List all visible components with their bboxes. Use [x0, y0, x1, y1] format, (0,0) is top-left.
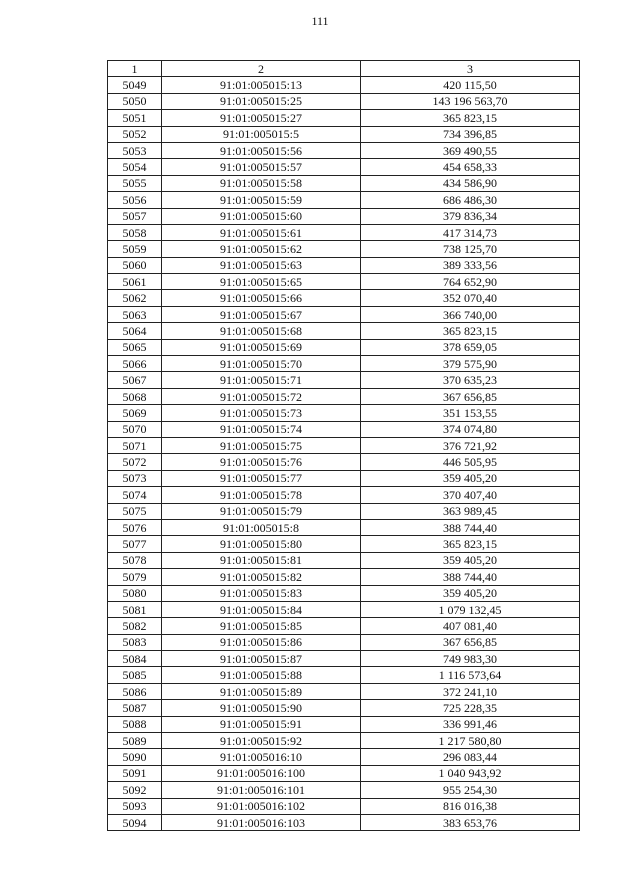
table-row — [108, 651, 580, 667]
cadastral-number-cell: 91:01:005015:61 — [162, 224, 361, 240]
table-row — [108, 405, 580, 421]
table-row — [108, 290, 580, 306]
row-number-cell: 5055 — [108, 175, 162, 191]
row-number-cell: 5074 — [108, 487, 162, 503]
value-cell: 446 505,95 — [361, 454, 580, 470]
cadastral-number-cell: 91:01:005015:82 — [162, 569, 361, 585]
cadastral-number-cell: 91:01:005015:62 — [162, 241, 361, 257]
table-row — [108, 356, 580, 372]
row-number-cell: 5063 — [108, 306, 162, 322]
cadastral-number-cell: 91:01:005015:77 — [162, 470, 361, 486]
row-number-cell: 5077 — [108, 536, 162, 552]
table-row — [108, 569, 580, 585]
cadastral-number-cell: 91:01:005015:80 — [162, 536, 361, 552]
table-row — [108, 437, 580, 453]
value-cell: 388 744,40 — [361, 569, 580, 585]
row-number-cell: 5078 — [108, 552, 162, 568]
table-row — [108, 93, 580, 109]
row-number-cell: 5081 — [108, 601, 162, 617]
value-cell: 367 656,85 — [361, 634, 580, 650]
column-header: 3 — [361, 61, 580, 77]
table-row — [108, 388, 580, 404]
cadastral-number-cell: 91:01:005015:91 — [162, 716, 361, 732]
table-row — [108, 634, 580, 650]
value-cell: 1 116 573,64 — [361, 667, 580, 683]
table-row — [108, 519, 580, 535]
value-cell: 434 586,90 — [361, 175, 580, 191]
page-number: 111 — [311, 14, 329, 28]
cadastral-number-cell: 91:01:005015:92 — [162, 733, 361, 749]
table-row — [108, 552, 580, 568]
row-number-cell: 5064 — [108, 323, 162, 339]
row-number-cell: 5075 — [108, 503, 162, 519]
row-number-cell: 5093 — [108, 798, 162, 814]
row-number-cell: 5083 — [108, 634, 162, 650]
value-cell: 734 396,85 — [361, 126, 580, 142]
row-number-cell: 5058 — [108, 224, 162, 240]
cadastral-number-cell: 91:01:005015:66 — [162, 290, 361, 306]
value-cell: 359 405,20 — [361, 585, 580, 601]
value-cell: 372 241,10 — [361, 683, 580, 699]
table-row — [108, 683, 580, 699]
table-row — [108, 667, 580, 683]
table-row — [108, 339, 580, 355]
row-number-cell: 5052 — [108, 126, 162, 142]
row-number-cell: 5076 — [108, 519, 162, 535]
value-cell: 367 656,85 — [361, 388, 580, 404]
table-row — [108, 765, 580, 781]
table-row — [108, 110, 580, 126]
cadastral-number-cell: 91:01:005015:13 — [162, 77, 361, 93]
table-row — [108, 782, 580, 798]
cadastral-number-cell: 91:01:005015:90 — [162, 700, 361, 716]
table-row — [108, 306, 580, 322]
value-cell: 738 125,70 — [361, 241, 580, 257]
table-row — [108, 323, 580, 339]
cadastral-number-cell: 91:01:005015:86 — [162, 634, 361, 650]
table-row — [108, 536, 580, 552]
row-number-cell: 5056 — [108, 192, 162, 208]
table-row — [108, 454, 580, 470]
row-number-cell: 5082 — [108, 618, 162, 634]
cadastral-number-cell: 91:01:005015:81 — [162, 552, 361, 568]
row-number-cell: 5084 — [108, 651, 162, 667]
table-row — [108, 241, 580, 257]
table-row — [108, 733, 580, 749]
value-cell: 365 823,15 — [361, 110, 580, 126]
table-row — [108, 814, 580, 830]
cadastral-number-cell: 91:01:005015:27 — [162, 110, 361, 126]
table-row — [108, 208, 580, 224]
value-cell: 363 989,45 — [361, 503, 580, 519]
row-number-cell: 5066 — [108, 356, 162, 372]
row-number-cell: 5057 — [108, 208, 162, 224]
value-cell: 379 836,34 — [361, 208, 580, 224]
table-row — [108, 175, 580, 191]
value-cell: 369 490,55 — [361, 142, 580, 158]
cadastral-number-cell: 91:01:005015:60 — [162, 208, 361, 224]
value-cell: 365 823,15 — [361, 536, 580, 552]
row-number-cell: 5085 — [108, 667, 162, 683]
cadastral-number-cell: 91:01:005016:100 — [162, 765, 361, 781]
value-cell: 725 228,35 — [361, 700, 580, 716]
row-number-cell: 5091 — [108, 765, 162, 781]
row-number-cell: 5089 — [108, 733, 162, 749]
row-number-cell: 5079 — [108, 569, 162, 585]
row-number-cell: 5051 — [108, 110, 162, 126]
table-header-row — [108, 61, 580, 77]
cadastral-number-cell: 91:01:005016:101 — [162, 782, 361, 798]
table-row — [108, 700, 580, 716]
table-row — [108, 77, 580, 93]
value-cell: 370 635,23 — [361, 372, 580, 388]
row-number-cell: 5054 — [108, 159, 162, 175]
value-cell: 379 575,90 — [361, 356, 580, 372]
value-cell: 389 333,56 — [361, 257, 580, 273]
column-header: 1 — [108, 61, 162, 77]
cadastral-number-cell: 91:01:005015:57 — [162, 159, 361, 175]
value-cell: 686 486,30 — [361, 192, 580, 208]
value-cell: 366 740,00 — [361, 306, 580, 322]
row-number-cell: 5060 — [108, 257, 162, 273]
value-cell: 454 658,33 — [361, 159, 580, 175]
row-number-cell: 5067 — [108, 372, 162, 388]
row-number-cell: 5070 — [108, 421, 162, 437]
row-number-cell: 5049 — [108, 77, 162, 93]
table-row — [108, 601, 580, 617]
value-cell: 378 659,05 — [361, 339, 580, 355]
table-row — [108, 257, 580, 273]
value-cell: 816 016,38 — [361, 798, 580, 814]
row-number-cell: 5061 — [108, 274, 162, 290]
value-cell: 1 040 943,92 — [361, 765, 580, 781]
table-row — [108, 192, 580, 208]
row-number-cell: 5086 — [108, 683, 162, 699]
value-cell: 955 254,30 — [361, 782, 580, 798]
row-number-cell: 5072 — [108, 454, 162, 470]
table-row — [108, 274, 580, 290]
cadastral-number-cell: 91:01:005015:74 — [162, 421, 361, 437]
cadastral-number-cell: 91:01:005015:70 — [162, 356, 361, 372]
cadastral-number-cell: 91:01:005015:5 — [162, 126, 361, 142]
cadastral-number-cell: 91:01:005015:75 — [162, 437, 361, 453]
row-number-cell: 5062 — [108, 290, 162, 306]
row-number-cell: 5053 — [108, 142, 162, 158]
cadastral-number-cell: 91:01:005015:25 — [162, 93, 361, 109]
table-row — [108, 372, 580, 388]
value-cell: 376 721,92 — [361, 437, 580, 453]
table-row — [108, 421, 580, 437]
value-cell: 749 983,30 — [361, 651, 580, 667]
row-number-cell: 5068 — [108, 388, 162, 404]
cadastral-number-cell: 91:01:005015:87 — [162, 651, 361, 667]
cadastral-number-cell: 91:01:005015:67 — [162, 306, 361, 322]
value-cell: 764 652,90 — [361, 274, 580, 290]
value-cell: 359 405,20 — [361, 552, 580, 568]
cadastral-number-cell: 91:01:005015:71 — [162, 372, 361, 388]
value-cell: 417 314,73 — [361, 224, 580, 240]
cadastral-number-cell: 91:01:005015:58 — [162, 175, 361, 191]
cadastral-number-cell: 91:01:005015:65 — [162, 274, 361, 290]
cadastral-number-cell: 91:01:005015:73 — [162, 405, 361, 421]
table-row — [108, 798, 580, 814]
column-header: 2 — [162, 61, 361, 77]
row-number-cell: 5069 — [108, 405, 162, 421]
cadastral-number-cell: 91:01:005015:85 — [162, 618, 361, 634]
cadastral-number-cell: 91:01:005015:8 — [162, 519, 361, 535]
table-row — [108, 224, 580, 240]
value-cell: 383 653,76 — [361, 814, 580, 830]
data-table — [107, 60, 580, 831]
value-cell: 336 991,46 — [361, 716, 580, 732]
cadastral-number-cell: 91:01:005015:76 — [162, 454, 361, 470]
value-cell: 365 823,15 — [361, 323, 580, 339]
cadastral-number-cell: 91:01:005016:102 — [162, 798, 361, 814]
table-row — [108, 585, 580, 601]
value-cell: 1 217 580,80 — [361, 733, 580, 749]
value-cell: 420 115,50 — [361, 77, 580, 93]
table-row — [108, 716, 580, 732]
value-cell: 296 083,44 — [361, 749, 580, 765]
cadastral-number-cell: 91:01:005015:79 — [162, 503, 361, 519]
row-number-cell: 5065 — [108, 339, 162, 355]
cadastral-number-cell: 91:01:005015:63 — [162, 257, 361, 273]
table-row — [108, 470, 580, 486]
value-cell: 370 407,40 — [361, 487, 580, 503]
cadastral-number-cell: 91:01:005015:78 — [162, 487, 361, 503]
row-number-cell: 5080 — [108, 585, 162, 601]
value-cell: 374 074,80 — [361, 421, 580, 437]
table-row — [108, 749, 580, 765]
cadastral-number-cell: 91:01:005015:83 — [162, 585, 361, 601]
table-row — [108, 618, 580, 634]
cadastral-number-cell: 91:01:005015:69 — [162, 339, 361, 355]
table-row — [108, 503, 580, 519]
cadastral-number-cell: 91:01:005016:103 — [162, 814, 361, 830]
table-row — [108, 487, 580, 503]
cadastral-number-cell: 91:01:005015:68 — [162, 323, 361, 339]
cadastral-number-cell: 91:01:005015:84 — [162, 601, 361, 617]
table-row — [108, 142, 580, 158]
value-cell: 352 070,40 — [361, 290, 580, 306]
row-number-cell: 5071 — [108, 437, 162, 453]
row-number-cell: 5073 — [108, 470, 162, 486]
row-number-cell: 5092 — [108, 782, 162, 798]
row-number-cell: 5059 — [108, 241, 162, 257]
row-number-cell: 5090 — [108, 749, 162, 765]
row-number-cell: 5087 — [108, 700, 162, 716]
cadastral-number-cell: 91:01:005015:72 — [162, 388, 361, 404]
table-row — [108, 159, 580, 175]
value-cell: 143 196 563,70 — [361, 93, 580, 109]
row-number-cell: 5094 — [108, 814, 162, 830]
value-cell: 407 081,40 — [361, 618, 580, 634]
cadastral-number-cell: 91:01:005015:89 — [162, 683, 361, 699]
cadastral-number-cell: 91:01:005015:59 — [162, 192, 361, 208]
value-cell: 351 153,55 — [361, 405, 580, 421]
value-cell: 359 405,20 — [361, 470, 580, 486]
value-cell: 388 744,40 — [361, 519, 580, 535]
value-cell: 1 079 132,45 — [361, 601, 580, 617]
row-number-cell: 5088 — [108, 716, 162, 732]
row-number-cell: 5050 — [108, 93, 162, 109]
cadastral-number-cell: 91:01:005016:10 — [162, 749, 361, 765]
cadastral-number-cell: 91:01:005015:88 — [162, 667, 361, 683]
cadastral-number-cell: 91:01:005015:56 — [162, 142, 361, 158]
table-row — [108, 126, 580, 142]
